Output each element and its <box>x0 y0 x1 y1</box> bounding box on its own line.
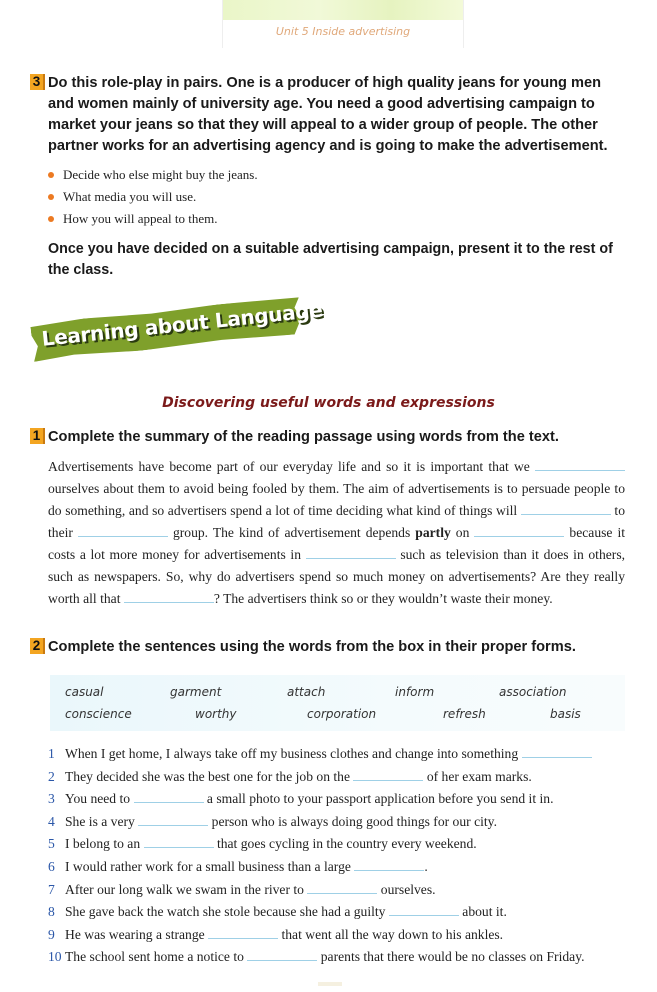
summary-text: on <box>455 525 470 540</box>
sentence-text: She is a very <box>65 813 135 829</box>
answer-blank[interactable] <box>306 546 396 559</box>
summary-text: to their <box>48 503 625 540</box>
answer-blank[interactable] <box>354 858 424 871</box>
sentence-text: a small photo to your passport application before you send it in. <box>206 791 554 807</box>
answer-blank[interactable] <box>247 948 317 961</box>
sentence-text: that goes cycling in the country every weekend. <box>216 836 477 852</box>
answer-blank[interactable] <box>353 768 423 781</box>
sentence-item <box>48 743 638 766</box>
sentence-item <box>48 833 638 856</box>
task-3-instruction <box>30 73 630 157</box>
sentence-number: 5 <box>48 836 55 852</box>
task-2-text: Complete the sentences using the words from the box in their proper forms. <box>48 639 576 655</box>
bullet-text: What media you will use. <box>63 189 197 204</box>
task-2-instruction <box>30 637 576 658</box>
word-box-item: corporation <box>307 707 377 721</box>
section-subtitle: Discovering useful words and expressions <box>162 395 495 411</box>
sentence-item <box>48 924 638 947</box>
answer-blank[interactable] <box>134 790 204 803</box>
sentence-number: 3 <box>48 791 55 807</box>
answer-blank[interactable] <box>521 502 611 515</box>
task-1-text: Complete the summary of the reading passage using words from the text. <box>48 429 559 445</box>
task-number-badge: 1 <box>30 428 45 444</box>
task-number-badge: 3 <box>30 74 45 90</box>
sentence-text: . <box>424 858 428 874</box>
sentence-text: They decided she was the best one for the job on the <box>65 768 351 784</box>
section-banner <box>29 289 324 365</box>
bullet-text: Decide who else might buy the jeans. <box>63 167 258 182</box>
sentence-text: about it. <box>462 904 507 920</box>
sentence-text: When I get home, I always take off my business clothes and change into something <box>65 746 519 761</box>
task-3-closing: Once you have decided on a suitable advertising campaign, present it to the rest of the class. <box>48 241 613 278</box>
header-decoration <box>223 0 463 20</box>
sentence-number: 4 <box>48 813 55 829</box>
sentence-text: I belong to an <box>65 836 141 852</box>
answer-blank[interactable] <box>307 881 377 894</box>
answer-blank[interactable] <box>138 813 208 826</box>
sentence-text: of her exam marks. <box>426 768 532 784</box>
sentence-item <box>48 856 638 879</box>
word-box <box>50 675 625 731</box>
answer-blank[interactable] <box>535 458 625 471</box>
word-box-item: attach <box>287 685 326 699</box>
summary-text: ? The advertisers think so or they wouldn’t waste their money. <box>213 591 553 606</box>
sentence-text: The school sent home a notice to <box>65 949 244 965</box>
sentence-number: 2 <box>48 768 55 784</box>
bullet-item <box>48 186 258 208</box>
sentence-text: You need to <box>65 791 131 807</box>
task-1-instruction <box>30 427 559 448</box>
summary-bold-word: partly <box>415 525 451 540</box>
task-3-line: partner works for an advertising agency and is going to make the advertisement. <box>48 138 608 154</box>
summary-text: such as television than it does in others, such as newspapers. So, why do advertisers spend so much money on advertisements? Are they really worth all that <box>48 547 626 606</box>
word-box-item: conscience <box>65 707 132 721</box>
sentence-item <box>48 788 638 811</box>
answer-blank[interactable] <box>474 524 564 537</box>
answer-blank[interactable] <box>522 745 592 758</box>
word-box-item: association <box>499 685 567 699</box>
sentence-item <box>48 879 638 902</box>
task-3-bullets <box>48 164 258 230</box>
task-3-line: and women mainly of university age. You need a good advertising campaign to <box>48 96 595 112</box>
summary-text: because it costs a lot more money for advertisements in <box>48 525 625 562</box>
sentence-text: He was wearing a strange <box>65 926 205 942</box>
sentence-text: parents that there would be no classes on Friday. <box>320 949 585 965</box>
page-footer-mark <box>318 982 342 986</box>
sentence-text: After our long walk we swam in the river to <box>65 881 304 897</box>
word-box-item: refresh <box>443 707 486 721</box>
task-3-line: Do this role-play in pairs. One is a producer of high quality jeans for young men <box>48 75 602 91</box>
word-box-item: casual <box>65 685 104 699</box>
bullet-dot-icon <box>48 216 54 222</box>
sentence-item <box>48 901 638 924</box>
bullet-item <box>48 164 258 186</box>
sentence-number: 6 <box>48 858 55 874</box>
sentence-number: 10 <box>48 949 62 965</box>
sentence-item <box>48 766 638 789</box>
summary-text: group. The kind of advertisement depends <box>172 525 411 540</box>
task-3-line: market your jeans so that they will appeal to a wider group of people. The other <box>48 117 598 133</box>
word-box-item: basis <box>550 707 581 721</box>
sentence-item <box>48 811 638 834</box>
answer-blank[interactable] <box>389 903 459 916</box>
bullet-dot-icon <box>48 194 54 200</box>
answer-blank[interactable] <box>208 926 278 939</box>
summary-text: ourselves about them to avoid being fooled by them. The aim of advertisements is to persuade people to do something, and so advertisers spend a lot of time deciding what kind of things will <box>48 481 625 518</box>
word-box-item: worthy <box>195 707 237 721</box>
bullet-item <box>48 208 258 230</box>
sentence-text: person who is always doing good things for our city. <box>211 813 497 829</box>
summary-paragraph <box>48 456 625 610</box>
sentence-text: ourselves. <box>380 881 436 897</box>
banner-title: Learning about Language <box>40 297 324 351</box>
word-box-item: garment <box>170 685 222 699</box>
sentence-text: that went all the way down to his ankles. <box>281 926 504 942</box>
sentence-number: 7 <box>48 881 55 897</box>
task-number-badge: 2 <box>30 638 45 654</box>
answer-blank[interactable] <box>78 524 168 537</box>
sentence-number: 9 <box>48 926 55 942</box>
answer-blank[interactable] <box>144 835 214 848</box>
word-box-item: inform <box>395 685 435 699</box>
sentence-item <box>48 946 638 969</box>
summary-text: Advertisements have become part of our everyday life and so it is important that we <box>48 459 530 474</box>
sentence-text: I would rather work for a small business than a large <box>65 858 351 874</box>
bullet-text: How you will appeal to them. <box>63 211 218 226</box>
bullet-dot-icon <box>48 172 54 178</box>
sentence-list <box>48 743 638 969</box>
page-header <box>222 0 464 48</box>
unit-title: Unit 5 Inside advertising <box>275 25 411 38</box>
answer-blank[interactable] <box>124 590 214 603</box>
sentence-number: 1 <box>48 746 55 761</box>
sentence-text: She gave back the watch she stole because she had a guilty <box>65 904 386 920</box>
sentence-number: 8 <box>48 904 55 920</box>
